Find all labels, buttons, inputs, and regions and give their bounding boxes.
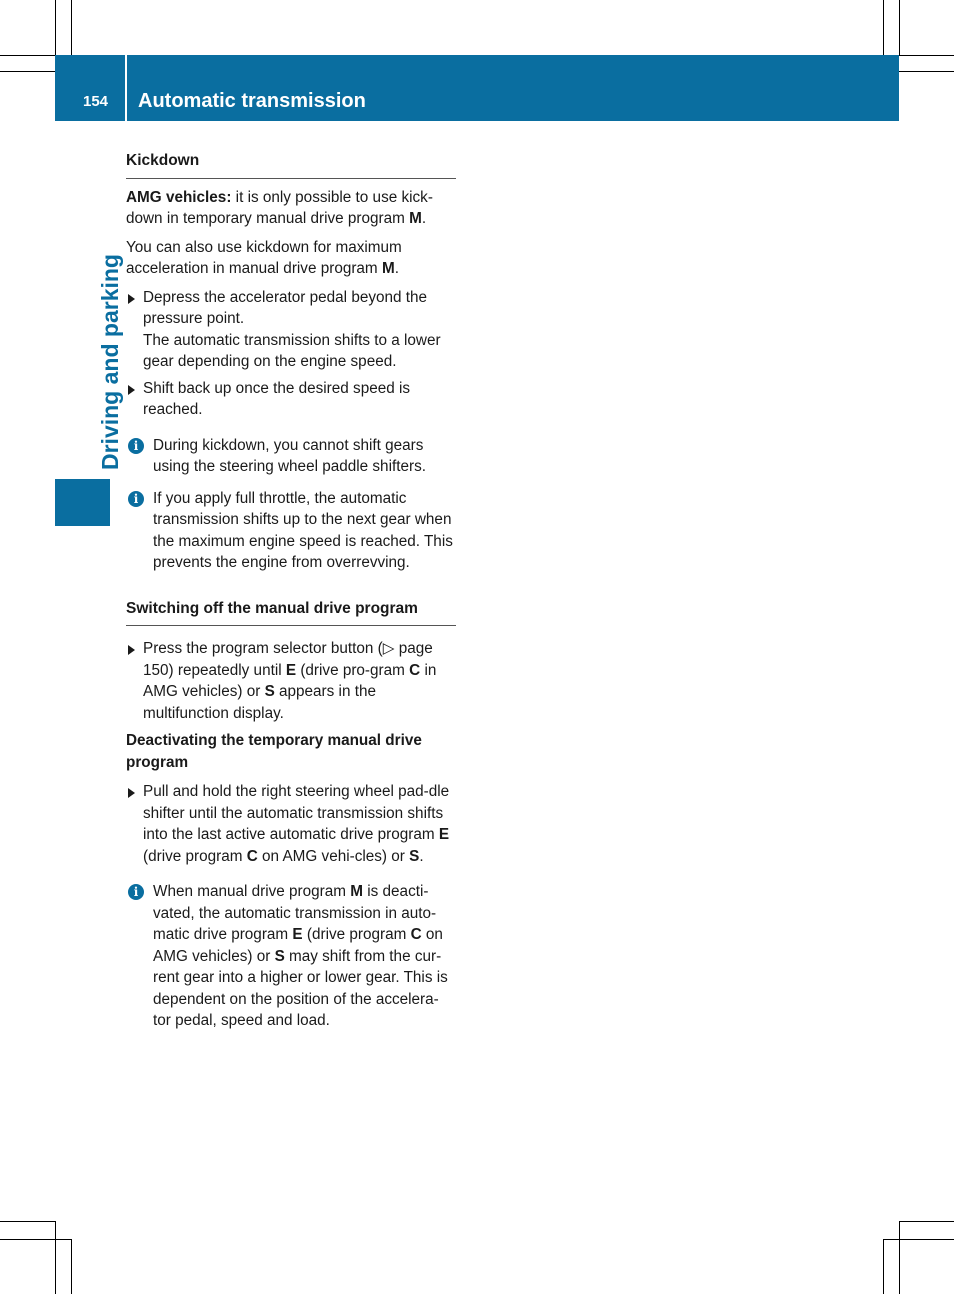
text: appears in the multifunction display.: [143, 683, 376, 722]
text: on AMG vehicles) or: [153, 926, 443, 965]
text: You can also use kickdown for maximum acceleration in manual drive program: [126, 238, 402, 277]
chapter-tab-label: Driving and parking: [97, 254, 123, 470]
info-icon: i: [128, 438, 144, 454]
switching-off-step: [126, 638, 456, 724]
crop-mark: [0, 55, 55, 56]
crop-mark: [71, 0, 72, 55]
text: .: [419, 847, 424, 865]
program-e: E: [285, 661, 297, 679]
crop-mark: [55, 1221, 56, 1294]
crop-mark: [899, 1221, 900, 1294]
kickdown-step-1: [126, 287, 456, 373]
deactivating-step: [126, 781, 456, 867]
step-text: [143, 781, 456, 867]
amg-label: AMG vehicles:: [126, 188, 232, 206]
program-c: C: [410, 926, 422, 943]
text: in AMG vehicles) or: [143, 661, 437, 700]
program-m: M: [381, 260, 395, 277]
text: .: [421, 210, 427, 227]
note-text: If you apply full throttle, the automatic transmission shifts up to the next gear when the maximum engine speed is reached. This prevents the engine from overrevving.: [153, 489, 453, 571]
kickdown-heading: Kickdown: [126, 150, 456, 179]
crop-mark: [71, 1239, 72, 1294]
crop-mark: [0, 71, 55, 72]
text: ) repeatedly until: [168, 661, 286, 679]
step-arrow-icon: [128, 645, 135, 655]
kickdown-note-1: [126, 435, 456, 478]
text: When manual drive program: [153, 883, 351, 900]
step-text: [143, 638, 456, 724]
header-divider: [125, 55, 127, 121]
text: .: [394, 260, 399, 277]
crop-mark: [899, 71, 954, 72]
crop-mark: [0, 1221, 55, 1222]
text: Press the program selector button (: [143, 640, 383, 657]
switching-off-heading: Switching off the manual drive program: [126, 598, 456, 627]
crop-mark: [883, 1239, 954, 1240]
text: Pull and hold the right steering wheel pad-dle shifter until the automatic transmission shifts into the last active automatic drive program: [143, 783, 450, 843]
crop-mark: [899, 55, 954, 56]
step-arrow-icon: [128, 294, 135, 304]
crop-mark: [899, 0, 900, 55]
kickdown-paragraph-manual: [126, 237, 456, 280]
text: (drive program: [302, 926, 411, 943]
spacer: [126, 584, 456, 598]
program-s: S: [274, 947, 285, 965]
step-arrow-icon: [128, 788, 135, 798]
text: (drive program: [143, 847, 247, 865]
program-s: S: [409, 847, 420, 865]
text: (drive pro-gram: [296, 661, 410, 679]
kickdown-paragraph-amg: [126, 187, 456, 230]
step-arrow-icon: [128, 385, 135, 395]
program-s: S: [264, 683, 275, 700]
step-text: Depress the accelerator pedal beyond the pressure point.: [143, 288, 428, 327]
crop-mark: [883, 1239, 884, 1294]
step-text: Shift back up once the desired speed is reached.: [143, 379, 411, 418]
kickdown-step-2: [126, 378, 456, 421]
note-text: [143, 881, 456, 1032]
info-icon: i: [128, 884, 144, 900]
crop-mark: [883, 0, 884, 55]
crop-mark: [55, 0, 56, 55]
crop-mark: [0, 1239, 71, 1240]
page-title: Automatic transmission: [138, 90, 366, 112]
program-m: M: [409, 210, 422, 227]
program-e: E: [438, 826, 450, 843]
deactivating-note: [126, 881, 456, 1032]
chapter-tab-marker: [55, 479, 110, 526]
kickdown-note-2: [126, 488, 456, 574]
text: is deacti-vated, the automatic transmission in auto-matic drive program: [153, 883, 437, 943]
program-c: C: [409, 661, 421, 679]
main-content: [126, 150, 456, 1042]
crop-mark: [899, 1221, 954, 1222]
text: it is only possible to use kick-down in temporary manual drive program: [126, 188, 433, 227]
note-text: During kickdown, you cannot shift gears using the steering wheel paddle shifters.: [153, 436, 426, 475]
deactivating-heading: Deactivating the temporary manual drive program: [126, 732, 422, 771]
info-icon: i: [128, 491, 144, 507]
page-reference-link[interactable]: ▷ page 150: [143, 640, 433, 679]
program-m: M: [350, 883, 363, 900]
page-header: [55, 55, 899, 121]
step-result: The automatic transmission shifts to a lower gear depending on the engine speed.: [143, 331, 441, 370]
text: may shift from the cur-rent gear into a higher or lower gear. This is dependent on the position of the accelera-tor pedal, speed and load.: [153, 947, 448, 1029]
text: on AMG vehi-cles) or: [257, 847, 410, 865]
program-e: E: [292, 926, 303, 943]
page-number: 154: [83, 93, 109, 110]
program-c: C: [246, 847, 258, 865]
